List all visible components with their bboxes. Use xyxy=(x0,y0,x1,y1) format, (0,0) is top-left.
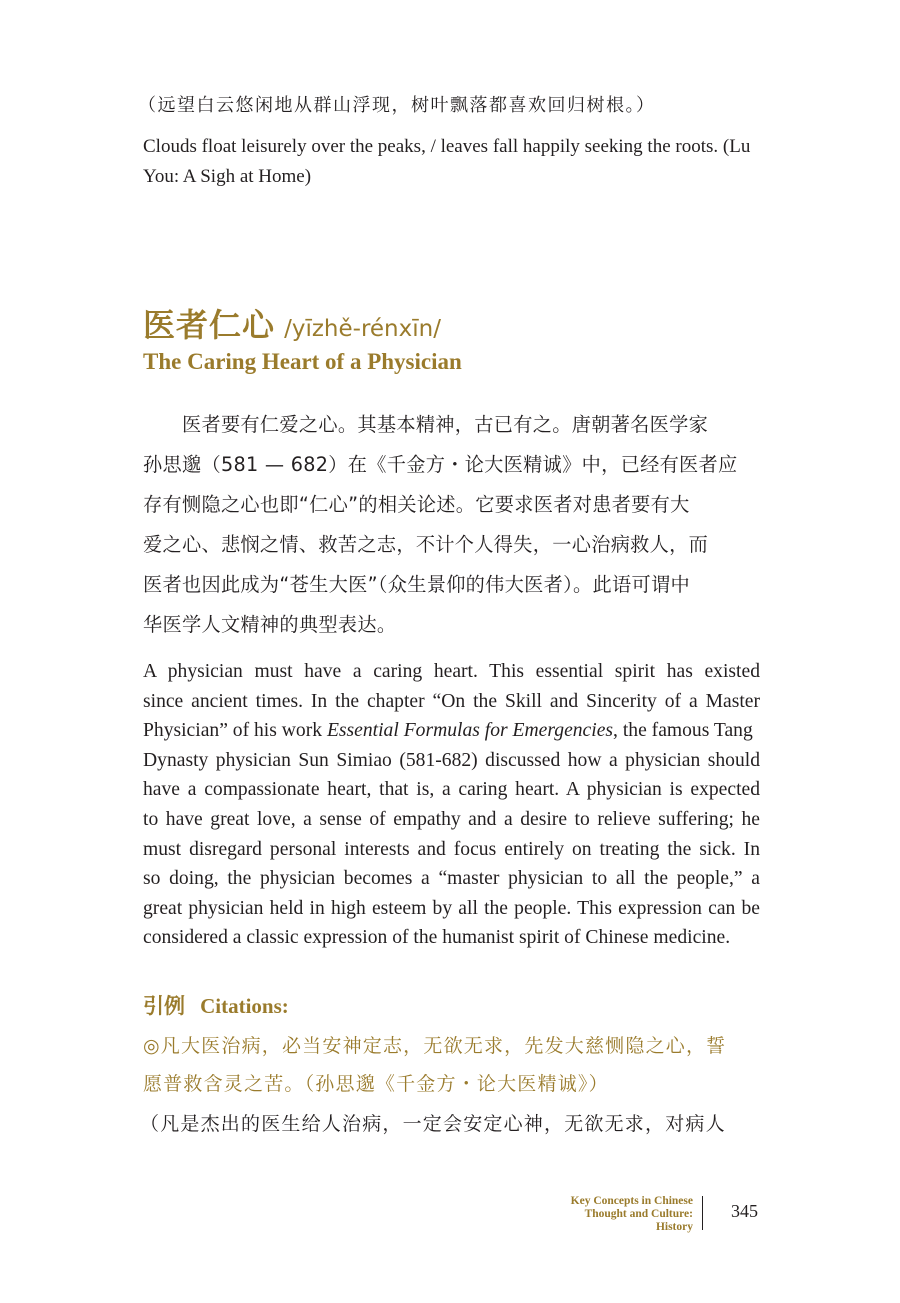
footer-title-line: Key Concepts in Chinese xyxy=(570,1195,693,1207)
term-pinyin: /yīzhě-rénxīn/ xyxy=(284,316,441,342)
english-line: have a compassionate heart, that is, a caring heart. A physician is expected xyxy=(143,779,760,801)
english-line: since ancient times. In the chapter “On the Skill and Sincerity of a Master xyxy=(143,690,760,712)
chinese-explanation xyxy=(143,405,759,645)
english-line: considered a classic expression of the humanist spirit of Chinese medicine. xyxy=(143,927,731,949)
citations-label-chinese: 引例 xyxy=(143,994,185,1018)
footer-title-line: History xyxy=(655,1221,693,1233)
english-line: A physician must have a caring heart. This essential spirit has existed xyxy=(143,661,760,682)
chinese-line: 华医学人文精神的典型表达。 xyxy=(143,613,397,636)
english-line-end: , the famous Tang xyxy=(613,720,753,742)
chinese-line: 医者也因此成为“苍生大医”（众生景仰的伟大医者）。此语可谓中 xyxy=(143,573,690,596)
footer-divider xyxy=(702,1196,703,1230)
footer-title-line: Thought and Culture: xyxy=(584,1208,693,1220)
english-line-start: Physician” of his work xyxy=(143,720,327,742)
citation-translation: （凡是杰出的医生给人治病，一定会安定心神，无欲无求，对病人 xyxy=(140,1113,726,1135)
english-line: must disregard personal interests and focus entirely on treating the sick. In xyxy=(143,838,760,860)
english-line: so doing, the physician becomes a “master physician to all the people,” a xyxy=(143,868,760,890)
previous-citation-english: Clouds float leisurely over the peaks, / leaves fall happily seeking the roots. (Lu You: A Sigh at Home) xyxy=(143,136,751,187)
term-english-title: The Caring Heart of a Physician xyxy=(143,349,462,374)
citation-quote xyxy=(143,1027,759,1103)
english-line-with-book-title xyxy=(143,716,760,746)
citation-line: 愿普救含灵之苦。（孙思邈《千金方・论大医精诚》） xyxy=(143,1073,609,1095)
book-title: Essential Formulas for Emergencies xyxy=(326,720,614,742)
chinese-line: 存有恻隐之心也即“仁心”的相关论述。它要求医者对患者要有大 xyxy=(143,493,690,516)
term-heading xyxy=(143,300,763,346)
english-line: Dynasty physician Sun Simiao (581-682) discussed how a physician should xyxy=(143,749,760,771)
chinese-line: 孙思邈（581 — 682）在《千金方・论大医精诚》中，已经有医者应 xyxy=(143,453,738,476)
english-line: to have great love, a sense of empathy and a desire to relieve suffering; he xyxy=(143,808,760,830)
chinese-line: 医者要有仁爱之心。其基本精神，古已有之。唐朝著名医学家 xyxy=(143,413,709,436)
citations-label-english: Citations: xyxy=(200,994,289,1018)
previous-citation-chinese: （远望白云悠闲地从群山浮现，树叶飘落都喜欢回归树根。） xyxy=(138,95,656,116)
english-line: great physician held in high esteem by all the people. This expression can be xyxy=(143,897,760,919)
english-explanation xyxy=(143,657,760,953)
page-number: 345 xyxy=(731,1201,758,1221)
term-chinese: 医者仁心 xyxy=(143,306,276,344)
citations-heading xyxy=(143,990,289,1020)
chinese-line: 爱之心、悲悯之情、救苦之志，不计个人得失，一心治病救人，而 xyxy=(143,533,709,556)
citation-line: ◎凡大医治病，必当安神定志，无欲无求，先发大慈恻隐之心，誓 xyxy=(143,1035,727,1057)
running-footer-book-title xyxy=(493,1195,693,1234)
